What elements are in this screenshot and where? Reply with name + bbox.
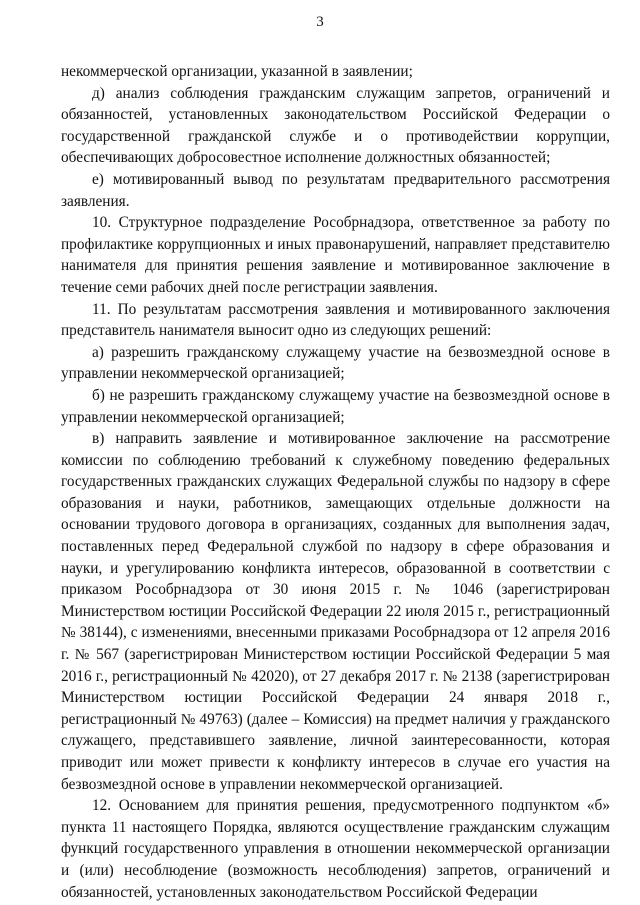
paragraph-10: 10. Структурное подразделение Рособрнадзора, ответственное за работу по профилактике коррупционных и иных правонарушений, направляет представителю нанимателя для принятия решения заявление и мотивированное заключение в течение семи рабочих дней после регистрации заявления. bbox=[61, 214, 610, 296]
paragraph-11-b: б) не разрешить гражданскому служащему участие на безвозмездной основе в управлении некоммерческой организацией; bbox=[61, 386, 610, 426]
document-body bbox=[61, 61, 610, 903]
paragraph-11-a: а) разрешить гражданскому служащему участие на безвозмездной основе в управлении некоммерческой организацией; bbox=[61, 343, 610, 383]
paragraph-11-v: в) направить заявление и мотивированное заключение на рассмотрение комиссии по соблюдению требований к служебному поведению федеральных государственных гражданских служащих Федеральной службы по надзору в сфере образования и науки, работников, замещающих отдельные должности на основании трудового договора в организациях, созданных для выполнения задач, поставленных перед Федеральной службой по надзору в сфере образования и науки, и урегулированию конфликта интересов, образованной в соответствии с приказом Рособрнадзора от 30 июня 2015 г. № 1046 (зарегистрирован Министерством юстиции Российской Федерации 22 июля 2015 г., регистрационный № 38144), с изменениями, внесенными приказами Рособрнадзора от 12 апреля 2016 г. № 567 (зарегистрирован Министерством юстиции Российской Федерации 5 мая 2016 г., регистрационный № 42020), от 27 декабря 2017 г. № 2138 (зарегистрирован Министерством юстиции Российской Федерации 24 января 2018 г., регистрационный № 49763) (далее – Комиссия) на предмет наличия у гражданского служащего, представившего заявление, личной заинтересованности, которая приводит или может привести к конфликту интересов в случае его участия на безвозмездной основе в управлении некоммерческой организацией. bbox=[61, 430, 610, 793]
paragraph-12: 12. Основанием для принятия решения, предусмотренного подпунктом «б» пункта 11 настоящего Порядка, являются осуществление гражданским служащим функций государственного управления в отношении некоммерческой организации и (или) несоблюдение (возможность несоблюдения) запретов, ограничений и обязанностей, установленных законодательством Российской Федерации bbox=[61, 797, 610, 901]
paragraph-item-d: д) анализ соблюдения гражданским служащим запретов, ограничений и обязанностей, установленных законодательством Российской Федерации о государственной гражданской службе и о противодействии коррупции, обеспечивающих добросовестное исполнение должностных обязанностей; bbox=[61, 84, 610, 167]
paragraph-item-e: е) мотивированный вывод по результатам предварительного рассмотрения заявления. bbox=[61, 170, 610, 210]
page-number: 3 bbox=[316, 14, 324, 30]
paragraph-11: 11. По результатам рассмотрения заявления и мотивированного заключения представитель нанимателя выносит одно из следующих решений: bbox=[61, 300, 610, 340]
paragraph-continuation: некоммерческой организации, указанной в заявлении; bbox=[61, 63, 413, 80]
